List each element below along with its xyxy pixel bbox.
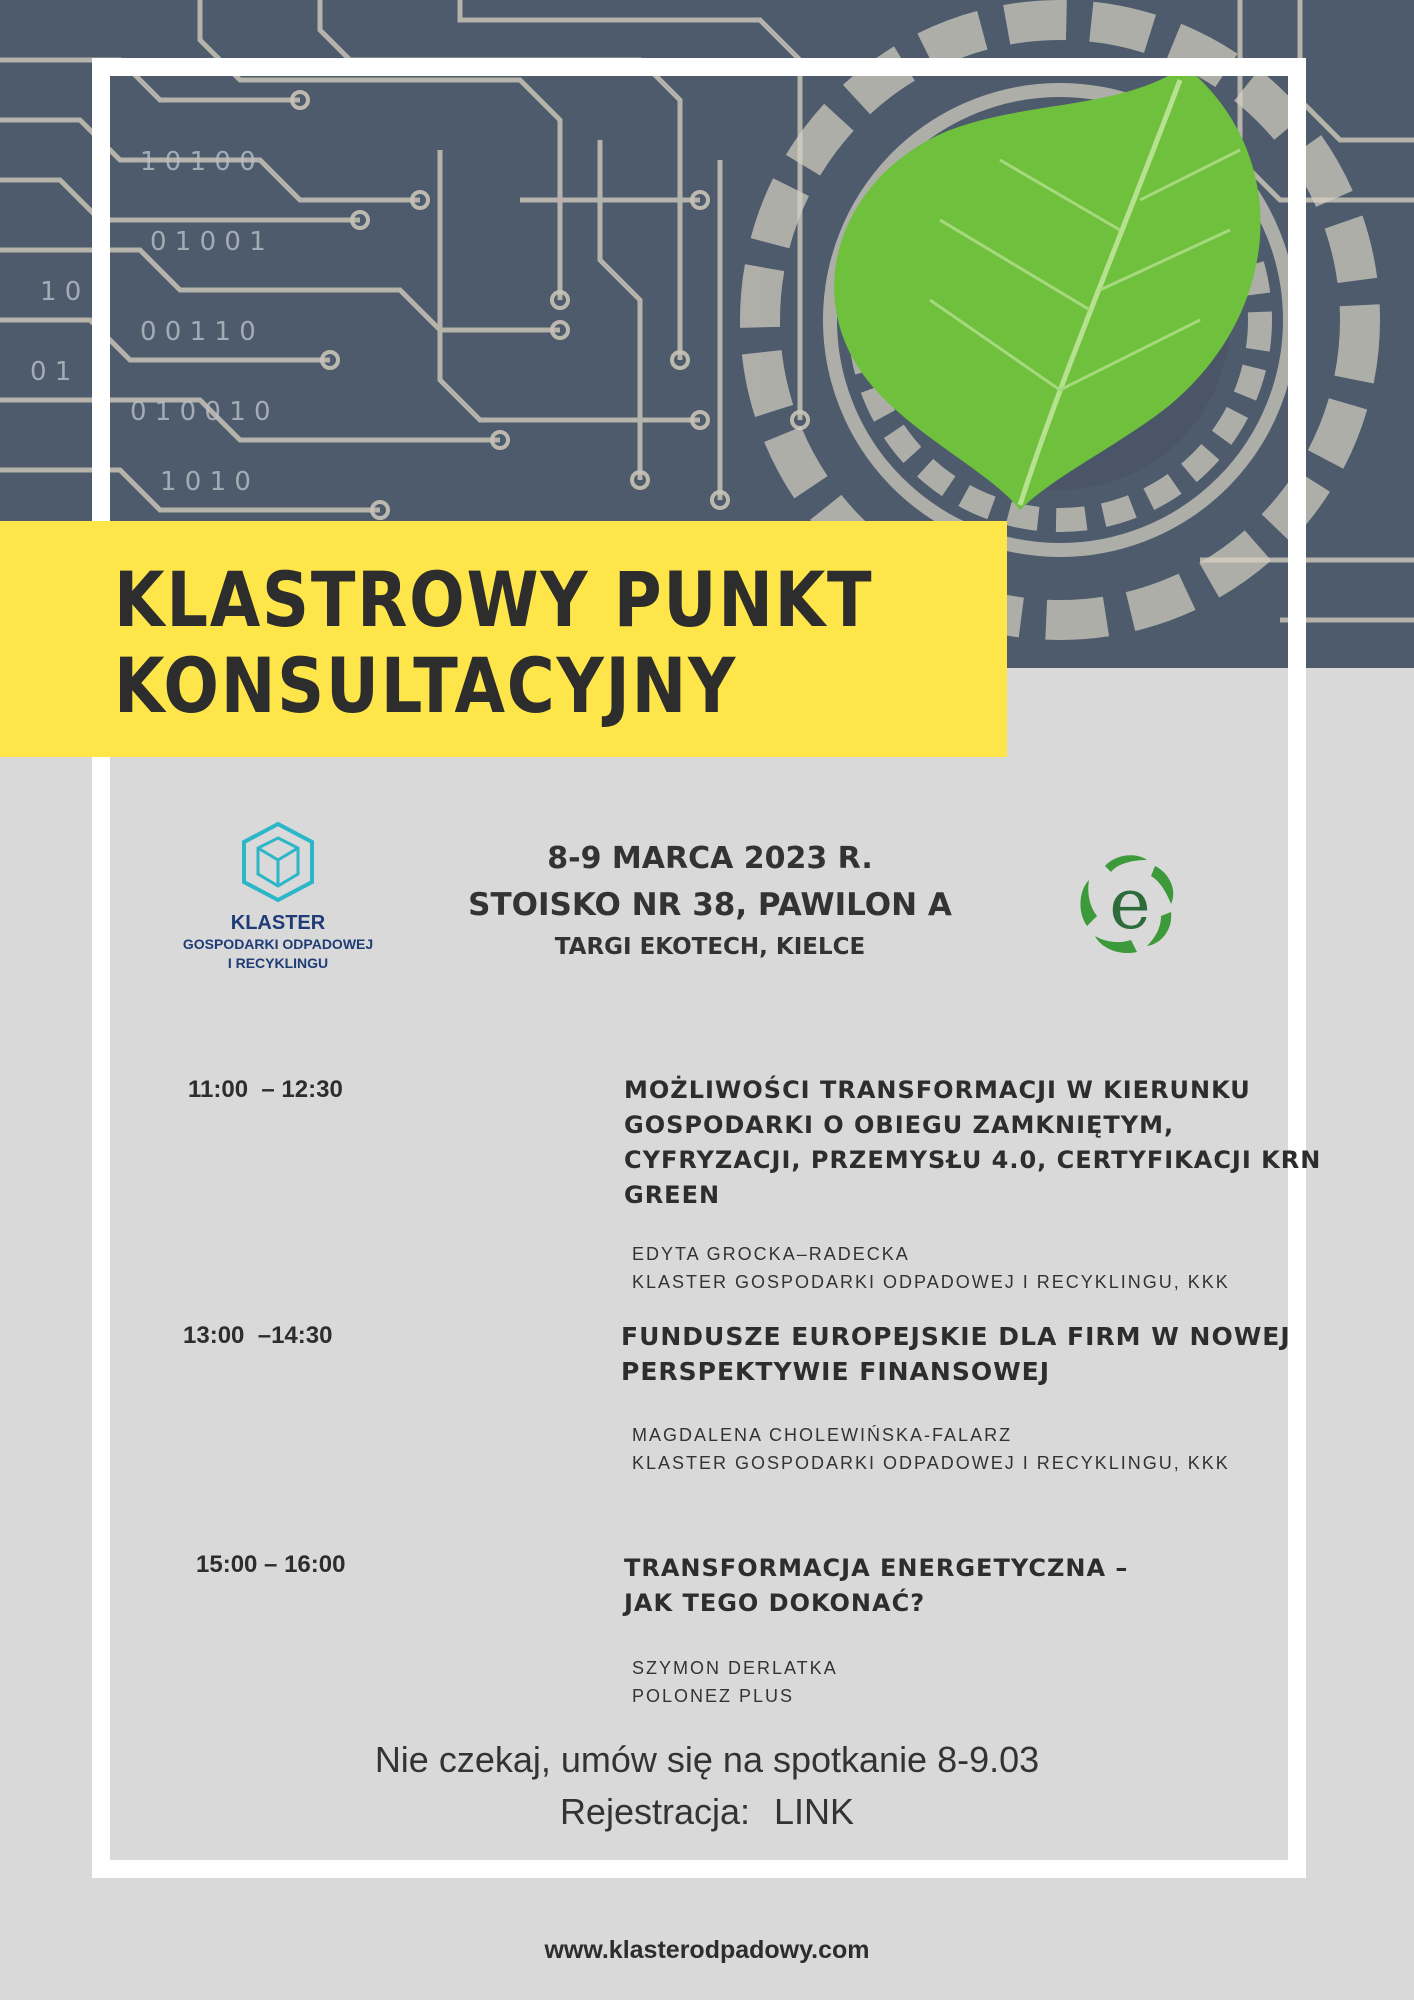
svg-text:1 0: 1 0 [40,277,82,307]
cta-text: Nie czekaj, umów się na spotkanie 8-9.03 [374,1739,1040,1780]
logo-name-line3: I RECYKLINGU [227,955,329,971]
event-date: 8-9 MARCA 2023 R. [547,841,873,876]
svg-text:0 1 0 0 1: 0 1 0 0 1 [150,227,266,257]
logo-name-main: KLASTER [230,912,326,934]
session-2-speaker [632,1421,1230,1477]
title-banner [0,521,1007,757]
svg-text:e: e [1109,863,1151,945]
event-venue: TARGI EKOTECH, KIELCE [554,934,866,960]
session-1-topic-line: MOŻLIWOŚCI TRANSFORMACJI W KIERUNKU [624,1076,1251,1104]
session-1-topic-line: GOSPODARKI O OBIEGU ZAMKNIĘTYM, [624,1111,1175,1139]
session-3-topic [624,1551,1128,1621]
speaker-org: POLONEZ PLUS [632,1686,795,1706]
speaker-name: SZYMON DERLATKA [632,1658,838,1678]
ekotech-e-icon [1075,846,1185,958]
speaker-name: EDYTA GROCKA–RADECKA [632,1244,910,1264]
session-3-time: 15:00 – 16:00 [196,1551,346,1578]
registration-label: Rejestracja: [559,1791,751,1832]
klaster-logo [176,820,380,973]
session-3-topic-line: JAK TEGO DOKONAĆ? [624,1589,926,1617]
svg-text:0 1 0 0 1 0: 0 1 0 0 1 0 [130,397,271,427]
session-1-speaker [632,1240,1230,1296]
svg-text:1 0 1 0 0: 1 0 1 0 0 [140,147,256,177]
session-1-time: 11:00 – 12:30 [188,1076,343,1103]
speaker-name: MAGDALENA CHOLEWIŃSKA-FALARZ [632,1425,1013,1445]
call-to-action [200,1734,1214,1838]
session-2-topic [621,1319,1291,1389]
title-line-2: KONSULTACYJNY [114,641,738,730]
website-link[interactable]: www.klasterodpadowy.com [544,1936,870,1964]
session-2-topic-line: FUNDUSZE EUROPEJSKIE DLA FIRM W NOWEJ [621,1322,1291,1351]
session-1-topic [624,1073,1321,1213]
session-1-topic-line: CYFRYZACJI, PRZEMYSŁU 4.0, CERTYFIKACJI KRN [624,1146,1322,1174]
session-1-topic-line: GREEN [624,1181,721,1209]
svg-text:0 0 1 1 0: 0 0 1 1 0 [140,317,256,347]
page-title [114,557,873,729]
event-info [420,836,1000,966]
ekotech-logo [1075,846,1185,958]
svg-text:1 0 1 0: 1 0 1 0 [160,467,251,497]
hexagon-icon [240,820,316,904]
session-3-speaker [632,1654,838,1710]
registration-line [200,1786,1214,1838]
session-2-topic-line: PERSPEKTYWIE FINANSOWEJ [621,1357,1051,1386]
svg-text:0 1: 0 1 [30,357,72,387]
title-line-1: KLASTROWY PUNKT [114,555,874,644]
session-2-time: 13:00 –14:30 [183,1322,333,1349]
registration-link[interactable]: LINK [774,1791,855,1832]
logo-name-line2: GOSPODARKI ODPADOWEJ [182,936,374,952]
speaker-org: KLASTER GOSPODARKI ODPADOWEJ I RECYKLINGU, KKK [632,1453,1230,1473]
event-booth: STOISKO NR 38, PAWILON A [468,887,952,923]
session-3-topic-line: TRANSFORMACJA ENERGETYCZNA – [624,1554,1129,1582]
speaker-org: KLASTER GOSPODARKI ODPADOWEJ I RECYKLINGU, KKK [632,1272,1230,1292]
